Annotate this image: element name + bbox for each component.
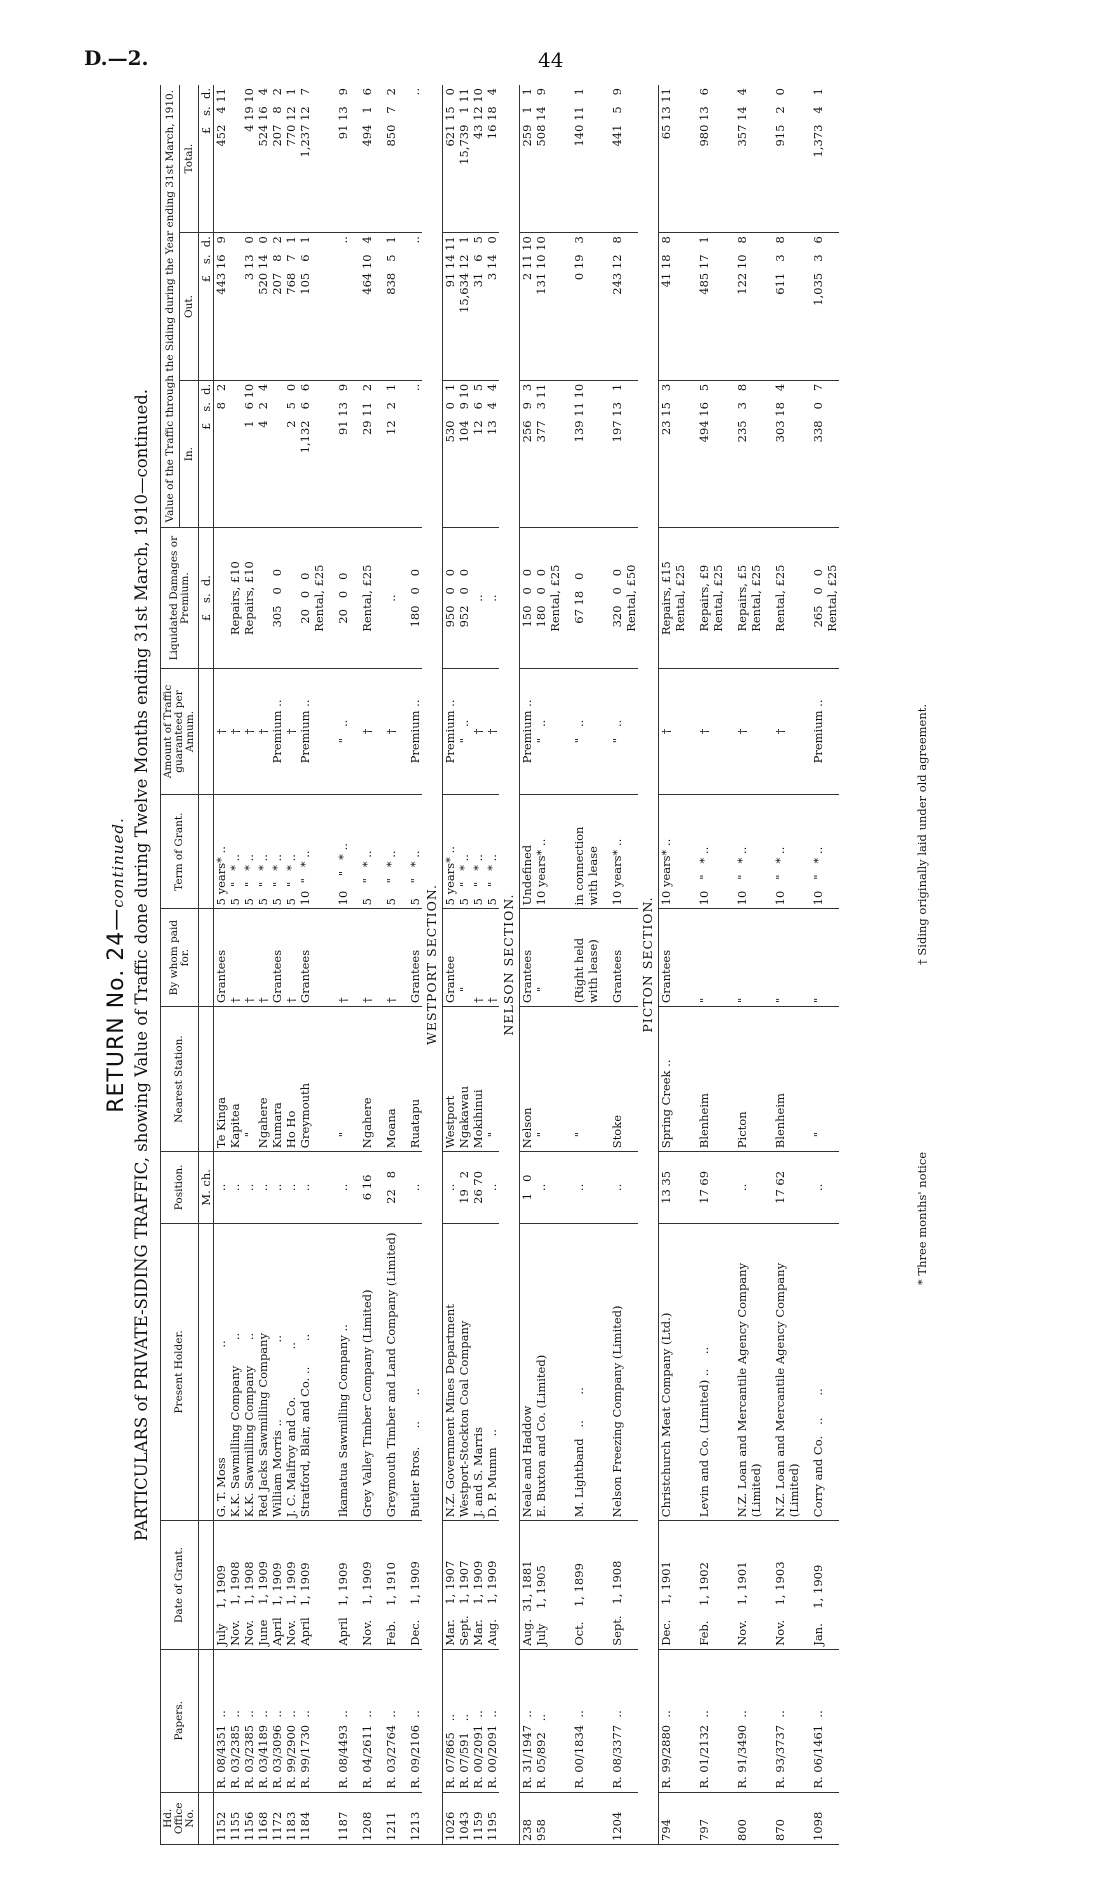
cell-term: 10 years* ..: [610, 795, 638, 909]
cell-no: 797: [697, 1792, 725, 1844]
cell-amount: Premium ..: [811, 668, 839, 794]
cell-total: 621 15 0 15,739 1 11 43 12 10 16 18 4: [443, 85, 500, 233]
cell-papers: R. 08/4493 ..: [336, 1649, 350, 1792]
cell-amount: " ..: [572, 668, 600, 794]
cell-in: 494 16 5: [697, 380, 725, 528]
col-value-group: Value of the Traffic through the Siding during the Year ending 31st March, 1910.: [161, 85, 180, 528]
table-row: [360, 85, 374, 1845]
cell-date: Dec. 1, 1909: [408, 1521, 422, 1650]
cell-term: 10 " * ..: [735, 795, 763, 909]
col-total: Total.: [180, 85, 199, 233]
cell-papers: R. 08/4351 .. R. 03/2385 .. R. 03/2385 .. R. 03/4189 .. R. 03/3096 .. R. 99/2900 .. R. 99/1730 ..: [214, 1649, 327, 1792]
cell-damages: 265 0 0 Rental, £25: [811, 528, 839, 668]
cell-term: 5 " * ..: [408, 795, 422, 909]
cell-term: 10 " * ..: [811, 795, 839, 909]
cell-term: 5 " * ..: [384, 795, 398, 909]
cell-no: 800: [735, 1792, 763, 1844]
cell-position: 1 0 ..: [520, 1152, 563, 1223]
cell-total: 259 1 1 508 14 9: [520, 85, 563, 233]
cell-papers: R. 08/3377 ..: [610, 1649, 638, 1792]
cell-date: Dec. 1, 1901: [659, 1521, 688, 1650]
cell-amount: Premium .. " .. † †: [443, 668, 500, 794]
cell-no: 1187: [336, 1792, 350, 1844]
cell-out: ..: [336, 233, 350, 381]
cell-amount: † † † † Premium .. † Premium ..: [214, 668, 327, 794]
cell-damages: Repairs, £5 Rental, £25: [735, 528, 763, 668]
col-damages: Liquidated Damages or Premium.: [161, 528, 199, 668]
cell-station: ": [336, 1006, 350, 1151]
cell-total: 850 7 2: [384, 85, 398, 233]
cell-total: 441 5 9: [610, 85, 638, 233]
cell-out: 91 14 11 15,634 12 1 31 6 5 3 14 0: [443, 233, 500, 381]
cell-holder: Levin and Co. (Limited) .. ..: [697, 1223, 725, 1521]
cell-in: 23 15 3: [659, 380, 688, 528]
table-row: [520, 85, 563, 1845]
cell-term: 5 years* .. 5 " * .. 5 " * .. 5 " * ..: [443, 795, 500, 909]
cell-station: Stoke: [610, 1006, 638, 1151]
cell-papers: R. 09/2106 ..: [408, 1649, 422, 1792]
cell-paid: Grantees: [610, 909, 638, 1007]
table-row: [408, 85, 422, 1845]
siding-traffic-table: [160, 85, 839, 1845]
total-unit: £ s. d.: [199, 85, 214, 233]
cell-damages: Repairs, £10 Repairs, £10 305 0 0 20 0 0 Rental, £25: [214, 528, 327, 668]
cell-no: 1211: [384, 1792, 398, 1844]
section-heading: PICTON SECTION.: [638, 85, 659, 1845]
cell-damages: 150 0 0 180 0 0 Rental, £25: [520, 528, 563, 668]
cell-no: 1026 1043 1159 1195: [443, 1792, 500, 1844]
cell-holder: N.Z. Loan and Mercantile Agency Company (Limited): [735, 1223, 763, 1521]
cell-out: 122 10 8: [735, 233, 763, 381]
cell-total: ..: [408, 85, 422, 233]
cell-amount: " ..: [610, 668, 638, 794]
cell-amount: †: [659, 668, 688, 794]
col-paid: By whom paid for.: [161, 909, 199, 1007]
cell-station: Ruatapu: [408, 1006, 422, 1151]
cell-holder: Christchurch Meat Company (Ltd.): [659, 1223, 688, 1521]
return-title-continued: continued.: [109, 817, 127, 908]
cell-damages: Rental, £25: [773, 528, 801, 668]
cell-holder: N.Z. Loan and Mercantile Agency Company (Limited): [773, 1223, 801, 1521]
table-row: [735, 85, 763, 1845]
cell-holder: Ikamatua Sawmilling Company ..: [336, 1223, 350, 1521]
col-in: In.: [180, 380, 199, 528]
cell-position: ..: [572, 1152, 600, 1223]
cell-damages: 67 18 0: [572, 528, 600, 668]
cell-papers: R. 06/1461 ..: [811, 1649, 839, 1792]
cell-papers: R. 31/1947 .. R. 05/892 ..: [520, 1649, 563, 1792]
cell-out: 1,035 3 6: [811, 233, 839, 381]
cell-total: 980 13 6: [697, 85, 725, 233]
cell-station: ": [811, 1006, 839, 1151]
table-row: [443, 85, 500, 1845]
cell-position: 17 62: [773, 1152, 801, 1223]
cell-station: Te Kinga Kapitea " Ngahere Kumara Ho Ho Greymouth: [214, 1006, 327, 1151]
col-date: Date of Grant.: [161, 1521, 199, 1650]
cell-date: Oct. 1, 1899: [572, 1521, 600, 1650]
cell-paid: Grantee " † †: [443, 909, 500, 1007]
col-hd-office-no: Hd. Office No.: [161, 1792, 199, 1844]
cell-date: Nov. 1, 1901: [735, 1521, 763, 1650]
cell-holder: Greymouth Timber and Land Company (Limited): [384, 1223, 398, 1521]
cell-in: 29 11 2: [360, 380, 374, 528]
cell-out: 41 18 8: [659, 233, 688, 381]
table-row: [572, 85, 600, 1845]
table-row: [214, 85, 327, 1845]
cell-holder: M. Lightband .. ..: [572, 1223, 600, 1521]
cell-position: 22 8: [384, 1152, 398, 1223]
cell-total: 1,373 4 1: [811, 85, 839, 233]
cell-in: 197 13 1: [610, 380, 638, 528]
cell-paid: ": [773, 909, 801, 1007]
cell-position: ..: [811, 1152, 839, 1223]
cell-out: 485 17 1: [697, 233, 725, 381]
cell-paid: †: [384, 909, 398, 1007]
return-title-main: RETURN No. 24—: [104, 907, 129, 1113]
header-row-1: [161, 85, 180, 1845]
cell-papers: R. 01/2132 ..: [697, 1649, 725, 1792]
cell-papers: R. 00/1834 ..: [572, 1649, 600, 1792]
cell-no: 1213: [408, 1792, 422, 1844]
rotated-table-block: [104, 85, 1010, 1845]
col-out: Out.: [180, 233, 199, 381]
cell-amount: " ..: [336, 668, 350, 794]
table-row: [811, 85, 839, 1845]
cell-term: 10 " * ..: [336, 795, 350, 909]
section-heading-row: [499, 85, 520, 1845]
cell-paid: †: [360, 909, 374, 1007]
cell-out: 243 12 8: [610, 233, 638, 381]
cell-in: 91 13 9: [336, 380, 350, 528]
cell-damages: 950 0 0 952 0 0 .. ..: [443, 528, 500, 668]
cell-paid: ": [697, 909, 725, 1007]
cell-amount: †: [697, 668, 725, 794]
cell-station: Blenheim: [697, 1006, 725, 1151]
cell-amount: †: [360, 668, 374, 794]
cell-paid: Grantees ": [520, 909, 563, 1007]
cell-amount: †: [773, 668, 801, 794]
cell-no: [572, 1792, 600, 1844]
cell-station: Westport Ngakawau Mokihinui ": [443, 1006, 500, 1151]
cell-out: ..: [408, 233, 422, 381]
cell-papers: R. 99/2880 ..: [659, 1649, 688, 1792]
cell-amount: Premium .. " ..: [520, 668, 563, 794]
table-subtitle: PARTICULARS of PRIVATE-SIDING TRAFFIC, showing Value of Traffic done during Twelve Months ending 31st March, 1910—continued.: [132, 388, 151, 1542]
cell-no: 238 958: [520, 1792, 563, 1844]
cell-holder: Nelson Freezing Company (Limited): [610, 1223, 638, 1521]
cell-in: 256 9 3 377 3 11: [520, 380, 563, 528]
cell-position: ..: [336, 1152, 350, 1223]
cell-total: 915 2 0: [773, 85, 801, 233]
cell-holder: Corry and Co. .. ..: [811, 1223, 839, 1521]
cell-term: Undefined 10 years* ..: [520, 795, 563, 909]
cell-position: .. .. .. .. .. .. ..: [214, 1152, 327, 1223]
cell-date: July 1, 1909 Nov. 1, 1908 Nov. 1, 1908 June 1, 1909 April 1, 1909 Nov. 1, 1909 April 1, 1909: [214, 1521, 327, 1650]
cell-station: Ngahere: [360, 1006, 374, 1151]
col-papers: Papers.: [161, 1649, 199, 1792]
cell-papers: R. 04/2611 ..: [360, 1649, 374, 1792]
section-heading-row: [422, 85, 443, 1845]
section-heading: WESTPORT SECTION.: [422, 85, 443, 1845]
cell-damages: ..: [384, 528, 398, 668]
section-heading-row: [638, 85, 659, 1845]
cell-term: 5 years* .. 5 " * .. 5 " * .. 5 " * .. 5 " * .. 5 " * .. 10 " * ..: [214, 795, 327, 909]
cell-in: 8 2 1 6 10 4 2 4 2 5 0 1,132 6 6: [214, 380, 327, 528]
cell-date: April 1, 1909: [336, 1521, 350, 1650]
cell-date: Sept. 1, 1908: [610, 1521, 638, 1650]
cell-paid: †: [336, 909, 350, 1007]
cell-in: 139 11 10: [572, 380, 600, 528]
table-row: [610, 85, 638, 1845]
section-heading: NELSON SECTION.: [499, 85, 520, 1845]
out-unit: £ s. d.: [199, 233, 214, 381]
cell-station: Picton: [735, 1006, 763, 1151]
cell-term: 10 " * ..: [773, 795, 801, 909]
cell-paid: Grantees: [659, 909, 688, 1007]
cell-position: 13 35: [659, 1152, 688, 1223]
cell-damages: Rental, £25: [360, 528, 374, 668]
page-number: 44: [538, 48, 564, 72]
footnote-star: * Three months' notice: [915, 1151, 929, 1285]
col-term: Term of Grant.: [161, 795, 199, 909]
cell-date: Jan. 1, 1909: [811, 1521, 839, 1650]
cell-papers: R. 93/3737 ..: [773, 1649, 801, 1792]
cell-papers: R. 07/865 .. R. 07/591 .. R. 00/2091 .. R. 00/2091 ..: [443, 1649, 500, 1792]
cell-term: 10 " * ..: [697, 795, 725, 909]
cell-date: Feb. 1, 1910: [384, 1521, 398, 1650]
cell-station: Moana: [384, 1006, 398, 1151]
cell-position: ..: [735, 1152, 763, 1223]
units-row: [199, 85, 214, 1845]
cell-holder: Butler Bros. .. ..: [408, 1223, 422, 1521]
cell-date: Aug. 31, 1881 July 1, 1905: [520, 1521, 563, 1650]
col-station: Nearest Station.: [161, 1006, 199, 1151]
cell-no: 1098: [811, 1792, 839, 1844]
cell-damages: Repairs, £9 Rental, £25: [697, 528, 725, 668]
cell-holder: N.Z. Government Mines Department Westport-Stockton Coal Company J. and S. Marris D. P. Mumm ..: [443, 1223, 500, 1521]
cell-out: 2 11 10 131 10 10: [520, 233, 563, 381]
table-row: [697, 85, 725, 1845]
cell-damages: Repairs, £15 Rental, £25: [659, 528, 688, 668]
cell-total: 140 11 1: [572, 85, 600, 233]
cell-out: 611 3 8: [773, 233, 801, 381]
footnote-dagger: † Siding originally laid under old agreement.: [915, 703, 929, 965]
cell-damages: 180 0 0: [408, 528, 422, 668]
cell-term: 5 " * ..: [360, 795, 374, 909]
return-title: [104, 85, 129, 1845]
col-position: Position.: [161, 1152, 199, 1223]
cell-date: Nov. 1, 1903: [773, 1521, 801, 1650]
document-code: D.—2.: [84, 46, 149, 70]
cell-out: 0 19 3: [572, 233, 600, 381]
cell-date: Nov. 1, 1909: [360, 1521, 374, 1650]
cell-paid: Grantees † † † Grantees † Grantees: [214, 909, 327, 1007]
cell-total: 494 1 6: [360, 85, 374, 233]
cell-term: 10 years* ..: [659, 795, 688, 909]
table-row: [659, 85, 688, 1845]
position-unit: M. ch.: [199, 1152, 214, 1223]
cell-in: ..: [408, 380, 422, 528]
cell-date: Feb. 1, 1902: [697, 1521, 725, 1650]
cell-position: 17 69: [697, 1152, 725, 1223]
cell-date: Mar. 1, 1907 Sept. 1, 1907 Mar. 1, 1909 Aug. 1, 1909: [443, 1521, 500, 1650]
cell-no: 1204: [610, 1792, 638, 1844]
cell-in: 530 0 1 104 9 10 12 6 5 13 4 4: [443, 380, 500, 528]
cell-in: 303 18 4: [773, 380, 801, 528]
cell-out: 464 10 4: [360, 233, 374, 381]
cell-holder: Grey Valley Timber Company (Limited): [360, 1223, 374, 1521]
cell-position: 6 16: [360, 1152, 374, 1223]
cell-station: Spring Creek ..: [659, 1006, 688, 1151]
cell-position: ..: [408, 1152, 422, 1223]
cell-out: 838 5 1: [384, 233, 398, 381]
cell-no: 794: [659, 1792, 688, 1844]
cell-no: 1152 1155 1156 1168 1172 1183 1184: [214, 1792, 327, 1844]
table-row: [384, 85, 398, 1845]
cell-amount: Premium ..: [408, 668, 422, 794]
cell-damages: 320 0 0 Rental, £50: [610, 528, 638, 668]
col-amount: Amount of Traffic guaranteed per Annum.: [161, 668, 199, 794]
cell-paid: (Right held with lease): [572, 909, 600, 1007]
table-row: [336, 85, 350, 1845]
table-row: [773, 85, 801, 1845]
cell-position: ..: [610, 1152, 638, 1223]
cell-station: ": [572, 1006, 600, 1151]
cell-holder: Neale and Haddow E. Buxton and Co. (Limited): [520, 1223, 563, 1521]
cell-in: 235 3 8: [735, 380, 763, 528]
cell-term: in connection with lease: [572, 795, 600, 909]
col-holder: Present Holder.: [161, 1223, 199, 1521]
cell-damages: 20 0 0: [336, 528, 350, 668]
cell-amount: †: [384, 668, 398, 794]
cell-paid: ": [735, 909, 763, 1007]
cell-position: .. 19 2 26 70 ..: [443, 1152, 500, 1223]
cell-no: 870: [773, 1792, 801, 1844]
cell-total: 91 13 9: [336, 85, 350, 233]
cell-papers: R. 91/3490 ..: [735, 1649, 763, 1792]
cell-paid: ": [811, 909, 839, 1007]
table-body: [199, 85, 840, 1845]
cell-station: Blenheim: [773, 1006, 801, 1151]
cell-paid: Grantees: [408, 909, 422, 1007]
cell-out: 443 16 9 3 13 0 520 14 0 207 8 2 768 7 1 105 6 1: [214, 233, 327, 381]
cell-holder: G. T. Moss .. K.K. Sawmilling Company .. K.K. Sawmilling Company .. Red Jacks Sawmilling Company William Morris .. .. J. C. Malfroy and Co. .. Stratford, Blair, and Co. .. ..: [214, 1223, 327, 1521]
in-unit: £ s. d.: [199, 380, 214, 528]
cell-amount: †: [735, 668, 763, 794]
cell-total: 452 4 11 4 19 10 524 16 4 207 8 2 770 12 1 1,237 12 7: [214, 85, 327, 233]
cell-no: 1208: [360, 1792, 374, 1844]
cell-in: 12 2 1: [384, 380, 398, 528]
cell-papers: R. 03/2764 ..: [384, 1649, 398, 1792]
cell-station: Nelson ": [520, 1006, 563, 1151]
cell-total: 65 13 11: [659, 85, 688, 233]
cell-total: 357 14 4: [735, 85, 763, 233]
cell-in: 338 0 7: [811, 380, 839, 528]
damages-unit: £ s. d.: [199, 528, 214, 668]
